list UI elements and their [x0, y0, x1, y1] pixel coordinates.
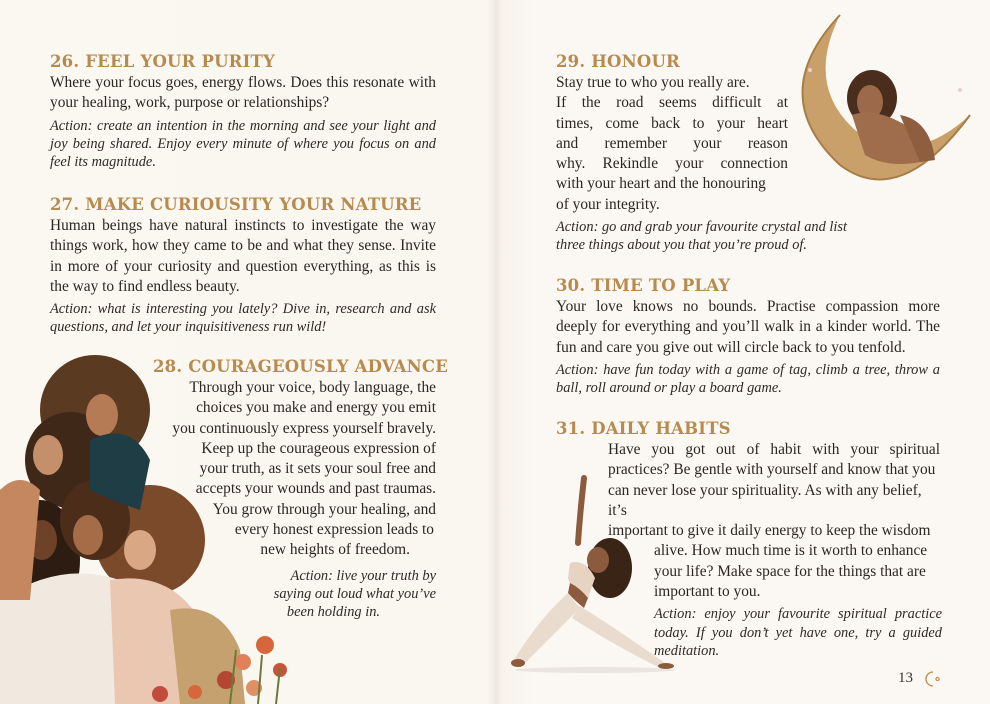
section-30 [556, 276, 940, 397]
body-line: times, come back to your heart [556, 114, 788, 132]
section-title: 28. COURAGEOUSLY ADVANCE [153, 357, 449, 376]
women-group-illustration [0, 350, 310, 704]
section-action [654, 605, 942, 660]
body-line: choices you make and energy you emit [196, 399, 436, 417]
body-line: Keep up the courageous expression of [201, 439, 436, 457]
action-line: Action: live your truth by [290, 567, 436, 584]
body-line: You grow through your healing, and [212, 500, 436, 518]
action-line: today. If you don’t yet have one, try a guided [654, 624, 942, 641]
body-line: If the road seems difficult at [556, 94, 788, 112]
body-line: your life? Make space for the things that are [654, 562, 926, 580]
action-line: saying out loud what you’ve [273, 585, 436, 602]
section-title: 26. FEEL YOUR PURITY [50, 52, 275, 71]
body-line: accepts your wounds and past traumas. [195, 480, 436, 498]
body-line: of your integrity. [556, 195, 660, 213]
section-26 [50, 52, 436, 171]
body-line: and remember your reason [556, 134, 788, 152]
section-title: 31. DAILY HABITS [556, 419, 731, 438]
body-line: Have you got out of habit with your spiritual [608, 441, 940, 458]
section-title: 29. HONOUR [556, 52, 680, 71]
page-number: 13 [898, 670, 913, 686]
body-line: can never lose your spirituality. As with any belief, it’s [608, 481, 922, 519]
action-line: Action: enjoy your favourite spiritual practice [654, 606, 942, 623]
section-27 [50, 195, 436, 337]
body-line: important to give it daily energy to keep the wisdom [608, 522, 931, 540]
body-line: practices? Be gentle with yourself and know that you [608, 461, 936, 479]
crescent-moon-illustration [780, 10, 980, 195]
section-body: Where your focus goes, energy flows. Does this resonate with your healing, work, purpose or relationships? [50, 74, 436, 112]
crescent-moon-icon [924, 670, 942, 688]
body-line: Through your voice, body language, the [189, 379, 436, 396]
body-line: why. Rekindle your connection [556, 155, 788, 173]
body-line: you continuously express yourself bravely. [172, 419, 436, 437]
section-action: Action: go and grab your favourite crystal and list three things about you that you’re proud of. [556, 219, 847, 254]
body-line: Stay true to who you really are. [556, 74, 750, 91]
section-body: Human beings have natural instincts to investigate the way things work, how they came to be and what they sense. Invite in more of your curiosity and question everything, as this is the way to find endless beauty. [50, 217, 436, 295]
body-line: new heights of freedom. [260, 541, 410, 559]
section-body: Your love knows no bounds. Practise compassion more deeply for everything and you’ll walk in a kinder world. The fun and care you give out will circle back to you tenfold. [556, 298, 940, 356]
body-line: with your heart and the honouring [556, 175, 766, 193]
section-action: Action: what is interesting you lately? Dive in, research and ask questions, and let your inquisitiveness run wild! [50, 301, 436, 336]
body-line: important to you. [654, 583, 761, 601]
section-action: Action: create an intention in the morning and see your light and joy being shared. Enjoy every minute of where you focus on and feel its magnitude. [50, 117, 436, 171]
section-action: Action: have fun today with a game of tag, climb a tree, throw a ball, roll around or play a board game. [556, 361, 940, 397]
body-line: alive. How much time is it worth to enhance [654, 542, 928, 560]
action-line: been holding in. [286, 604, 380, 621]
action-line: meditation. [654, 642, 720, 659]
section-body-continued [654, 541, 940, 602]
section-body [556, 73, 788, 215]
yoga-pose-illustration [500, 468, 680, 673]
section-title: 27. MAKE CURIOUSITY YOUR NATURE [50, 195, 422, 214]
body-line: every honest expression leads to [234, 521, 434, 539]
section-title: 30. TIME TO PLAY [556, 276, 731, 295]
body-line: your truth, as it sets your soul free and [199, 460, 436, 478]
